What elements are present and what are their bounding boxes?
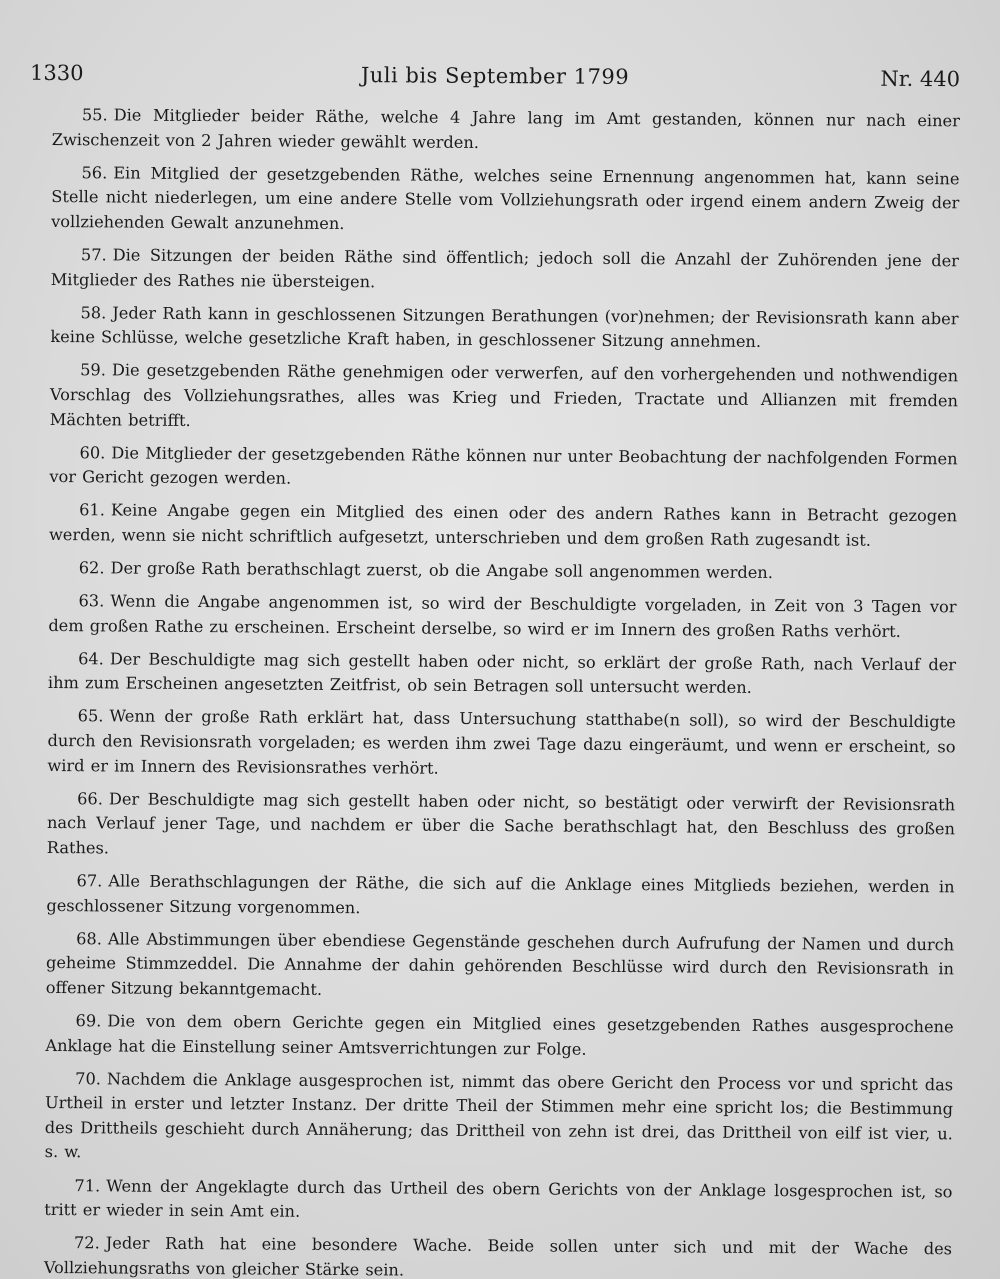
article-68 [46,927,954,1007]
article-text: Keine Angabe gegen ein Mitglied des einen oder des andern Rathes kann in Betracht gezogen werden, wenn sie nicht schriftlich aufgesetzt, unterschrieben und dem großen Rath zugesandt ist. [48,500,958,550]
article-number: 58. [80,302,107,323]
page-header [30,61,960,97]
article-number: 61. [79,500,105,520]
article-63 [48,589,956,645]
article-number: 72. [73,1233,100,1253]
document-number: Nr. 440 [880,66,961,92]
article-text: Alle Berathschlagungen der Räthe, die sich auf die Anklage eines Mitglieds beziehen, werden in geschlossener Sitzung vorgenommen. [46,871,955,917]
article-66 [47,787,955,867]
article-text: Alle Abstimmungen über ebendiese Gegenstände geschehen durch Aufrufung der Namen und durch geheime Stimmzeddel. Die Annahme der dahin gehörenden Beschlüsse wird durch den Revisionsrath in offener Sitzung bekanntgemacht. [45,929,955,999]
article-70 [45,1067,954,1172]
article-61 [49,498,957,554]
page-number: 1330 [29,60,84,86]
article-number: 66. [77,788,103,809]
article-number: 59. [80,360,106,380]
article-number: 63. [78,591,105,611]
article-56 [51,161,959,241]
article-text: Die von dem obern Gerichte gegen ein Mitglied eines gesetzgebenden Rathes ausgesprochene Anklage hat die Einstellung seiner Amtsverrichtungen zur Folge. [45,1011,954,1059]
article-number: 71. [74,1175,101,1195]
article-57 [51,243,959,299]
article-text: Wenn die Angabe angenommen ist, so wird der Beschuldigte vorgeladen, in Zeit von 3 Tagen vor dem großen Rathe zu erscheinen. Erscheint derselbe, so wird er im Innern des großen Raths verhört. [48,591,957,641]
article-number: 60. [79,442,106,463]
article-number: 68. [76,928,102,949]
article-text: Die Mitglieder der gesetzgebenden Räthe können nur unter Beobachtung der nachfolgenden Formen vor Gericht gezogen werden. [49,443,958,488]
article-number: 62. [78,558,105,578]
article-text: Jeder Rath kann in geschlossenen Sitzungen Berathungen (vor)nehmen; der Revisionsrath kann aber keine Schlüsse, welche gesetzliche Kraft haben, in geschlossener Sitzung annehmen. [50,303,959,352]
article-72 [44,1231,952,1279]
article-59 [50,358,958,438]
article-text: Ein Mitglied der gesetzgebenden Räthe, welches seine Ernennung angenommen hat, kann seine Stelle nicht niederlegen, um eine andere Stelle vom Vollziehungsrath oder irgend einem andern Zweig der vollziehenden Gewalt anzunehmen. [51,163,960,233]
article-text: Wenn der Angeklagte durch das Urtheil des obern Gerichts von der Anklage losgesprochen ist, so tritt er wieder in sein Amt ein. [44,1175,953,1221]
article-number: 55. [81,105,108,125]
article-55 [52,103,960,159]
article-number: 65. [77,706,104,726]
article-64 [48,647,956,703]
article-number: 67. [76,871,103,891]
article-69 [45,1009,953,1065]
article-58 [50,301,958,357]
document-body [44,103,960,1279]
article-number: 70. [75,1068,102,1089]
article-text: Nachdem die Anklage ausgesprochen ist, nimmt das obere Gericht den Process vor und spricht das Urtheil in erster und letzter Instanz. Der dritte Theil der Stimmen mehr eine spricht los; die Bestimmung des Drittheils geschieht durch Annäherung; das Drittheil von zehn ist drei, das Drittheil von eilf ist vier, u. s. w. [44,1069,954,1162]
running-title: Juli bis September 1799 [360,63,630,89]
article-text: Jeder Rath hat eine besondere Wache. Beide sollen unter sich und mit der Wache des Vollziehungsraths von gleicher Stärke sein. [43,1233,953,1279]
article-67 [46,869,954,925]
article-text: Die gesetzgebenden Räthe genehmigen oder verwerfen, auf den vorhergehenden und nothwendigen Vorschlag des Vollziehungsrathes, alles was Krieg und Frieden, Tractate und Allianzen mit fremden Mächten betrifft. [49,360,959,430]
article-text: Die Sitzungen der beiden Räthe sind öffentlich; jedoch soll die Anzahl der Zuhörenden jene der Mitglieder des Rathes nie übersteigen. [50,245,959,291]
article-62 [49,556,957,587]
article-60 [49,441,957,497]
article-number: 56. [81,162,108,183]
article-text: Der große Rath berathschlagt zuerst, ob die Angabe soll angenommen werden. [110,558,773,583]
article-number: 64. [78,648,104,669]
article-text: Wenn der große Rath erklärt hat, dass Untersuchung statthabe(n soll), so wird der Beschuldigte durch den Revisionsrath vorgeladen; es werden ihm zwei Tage dazu eingeräumt, und wenn er erscheint, so wird er im Innern des Revisionsrathes verhört. [47,706,956,778]
article-text: Die Mitglieder beider Räthe, welche 4 Jahre lang im Amt gestanden, können nur nach einer Zwischenzeit von 2 Jahren wieder gewählt werden. [51,105,960,152]
article-number: 57. [80,245,107,265]
article-71 [44,1174,952,1230]
article-65 [47,704,955,784]
article-text: Der Beschuldigte mag sich gestellt haben oder nicht, so bestätigt oder verwirft der Revisionsrath nach Verlauf jener Tage, und nachdem er über die Sache berathschlagt hat, den Beschluss des großen Rathes. [46,789,956,858]
article-number: 69. [75,1011,102,1031]
article-text: Der Beschuldigte mag sich gestellt haben oder nicht, so erklärt der große Rath, nach Verlauf der ihm zum Erscheinen angesetzten Zeitfrist, ob sein Betragen soll untersucht werden. [47,649,957,698]
